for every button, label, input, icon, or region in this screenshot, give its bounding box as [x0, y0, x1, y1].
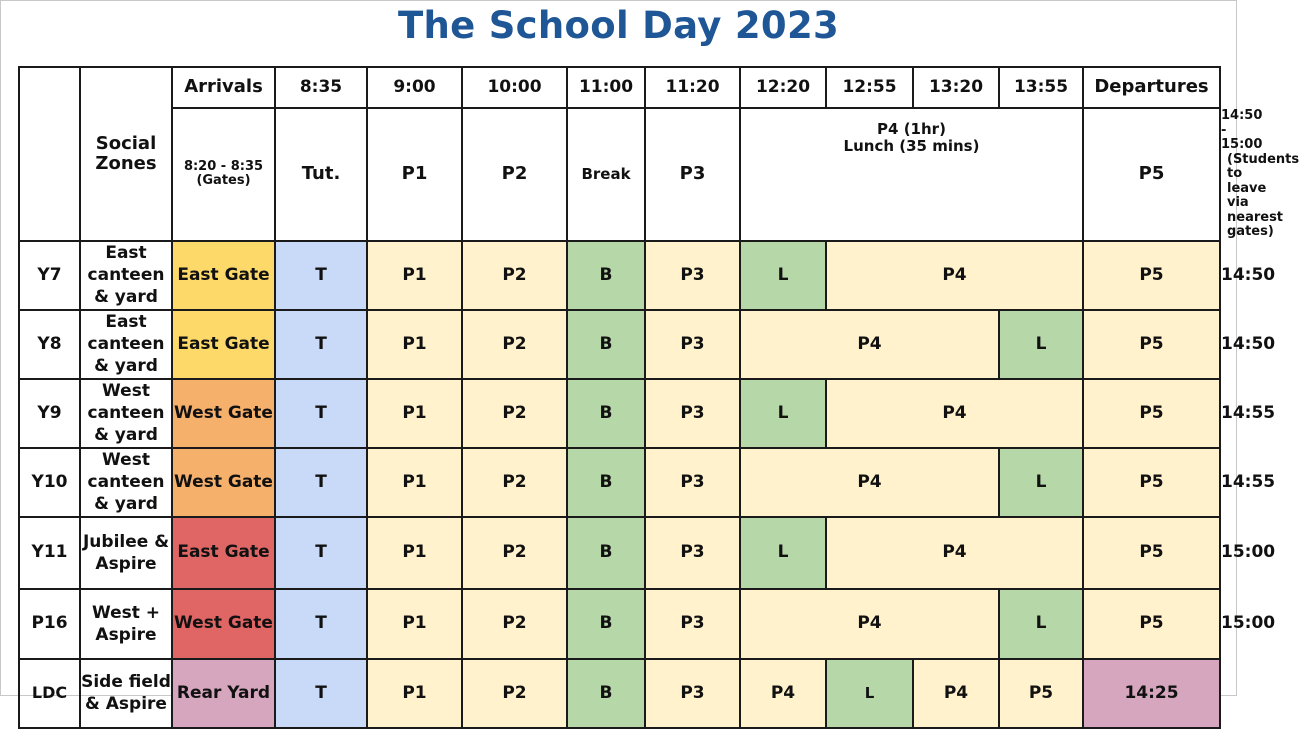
row-y11: Y11 Jubilee & Aspire East Gate T P1 P2 B P3 L P4 P5 15:00 — [19, 517, 1220, 589]
p4-cell: P4 — [740, 589, 999, 659]
lunch-cell: L — [740, 379, 826, 448]
social-zone: West + Aspire — [80, 589, 172, 659]
break-cell: B — [567, 379, 645, 448]
p5-cell: P5 — [999, 659, 1083, 728]
departure-time: 14:25 — [1083, 659, 1220, 728]
year-label: Y7 — [19, 241, 80, 310]
year-label: Y10 — [19, 448, 80, 517]
corner-cell — [19, 67, 80, 241]
departures-header: Departures — [1083, 67, 1220, 108]
row-y7: Y7 East canteen & yard East Gate T P1 P2 B P3 L P4 P5 14:50 — [19, 241, 1220, 310]
p1-cell: P1 — [367, 659, 462, 728]
time-1220: 12:20 — [740, 67, 826, 108]
social-zone: West canteen & yard — [80, 448, 172, 517]
p4-lunch-header — [740, 108, 1083, 241]
p3-cell: P3 — [645, 517, 740, 589]
page-title: The School Day 2023 — [397, 4, 840, 47]
tutor-cell: T — [275, 310, 367, 379]
year-label: Y9 — [19, 379, 80, 448]
p2-cell: P2 — [462, 379, 567, 448]
p1-cell: P1 — [367, 241, 462, 310]
arrival-gate: West Gate — [172, 589, 275, 659]
year-label: P16 — [19, 589, 80, 659]
timetable — [18, 66, 1299, 729]
p5-header: P5 — [1083, 108, 1220, 241]
social-zone: East canteen & yard — [80, 310, 172, 379]
arrival-gate: East Gate — [172, 310, 275, 379]
tutor-cell: T — [275, 241, 367, 310]
break-cell: B — [567, 448, 645, 517]
time-1255: 12:55 — [826, 67, 913, 108]
p2-header: P2 — [462, 108, 567, 241]
p1-cell: P1 — [367, 379, 462, 448]
lunch-cell: L — [740, 241, 826, 310]
tutor-cell: T — [275, 589, 367, 659]
p1-cell: P1 — [367, 448, 462, 517]
year-label: Y8 — [19, 310, 80, 379]
lunch-cell: L — [999, 448, 1083, 517]
p2-cell: P2 — [462, 589, 567, 659]
p5-cell: P5 — [1083, 310, 1220, 379]
p1-cell: P1 — [367, 310, 462, 379]
p1-header: P1 — [367, 108, 462, 241]
time-1000: 10:00 — [462, 67, 567, 108]
p1-cell: P1 — [367, 517, 462, 589]
row-ldc — [19, 659, 1220, 728]
year-label: LDC — [19, 659, 80, 728]
p3-cell: P3 — [645, 241, 740, 310]
p4-cell: P4 — [826, 517, 1083, 589]
social-zone: Jubilee & Aspire — [80, 517, 172, 589]
arrival-gate: East Gate — [172, 241, 275, 310]
time-0835: 8:35 — [275, 67, 367, 108]
break-cell: B — [567, 659, 645, 728]
arrivals-note: (Gates) — [196, 173, 251, 189]
break-cell: B — [567, 517, 645, 589]
p2-cell: P2 — [462, 310, 567, 379]
tutor-cell: T — [275, 448, 367, 517]
p3-cell: P3 — [645, 379, 740, 448]
tutor-header: Tut. — [275, 108, 367, 241]
row-p16: P16 West + Aspire West Gate T P1 P2 B P3 P4 L P5 15:00 — [19, 589, 1220, 659]
arrivals-window — [172, 108, 275, 241]
arrivals-header: Arrivals — [172, 67, 275, 108]
social-zones-header: Social Zones — [80, 67, 172, 241]
break-header: Break — [567, 108, 645, 241]
p2-cell: P2 — [462, 448, 567, 517]
departures-note: (Students to leave via nearest gates) — [1227, 151, 1299, 240]
p3-cell: P3 — [645, 448, 740, 517]
p3-cell: P3 — [645, 310, 740, 379]
social-zone: West canteen & yard — [80, 379, 172, 448]
p5-cell: P5 — [1083, 517, 1220, 589]
row-y8: Y8 East canteen & yard East Gate T P1 P2 B P3 P4 L P5 14:50 — [19, 310, 1220, 379]
time-1320: 13:20 — [913, 67, 999, 108]
p5-cell: P5 — [1083, 589, 1220, 659]
arrival-gate: West Gate — [172, 379, 275, 448]
p2-cell: P2 — [462, 241, 567, 310]
social-zone: Side field & Aspire — [80, 659, 172, 728]
lunch-cell: L — [826, 659, 913, 728]
time-1355: 13:55 — [999, 67, 1083, 108]
p1-cell: P1 — [367, 589, 462, 659]
tutor-cell: T — [275, 659, 367, 728]
p4-cell: P4 — [826, 379, 1083, 448]
p5-cell: P5 — [1083, 448, 1220, 517]
p4-cell: P4 — [913, 659, 999, 728]
tutor-cell: T — [275, 379, 367, 448]
p4-cell: P4 — [740, 659, 826, 728]
time-1120: 11:20 — [645, 67, 740, 108]
p4-lunch-note: Lunch (35 mins) — [843, 136, 980, 155]
p4-cell: P4 — [740, 448, 999, 517]
p3-cell: P3 — [645, 659, 740, 728]
p4-cell: P4 — [740, 310, 999, 379]
break-cell: B — [567, 310, 645, 379]
tutor-cell: T — [275, 517, 367, 589]
break-cell: B — [567, 589, 645, 659]
arrival-gate: Rear Yard — [172, 659, 275, 728]
header-times-row — [19, 67, 1220, 108]
lunch-cell: L — [999, 310, 1083, 379]
arrival-gate: East Gate — [172, 517, 275, 589]
lunch-cell: L — [999, 589, 1083, 659]
social-zone: East canteen & yard — [80, 241, 172, 310]
p5-cell: P5 — [1083, 379, 1220, 448]
year-label: Y11 — [19, 517, 80, 589]
arrivals-time: 8:20 - 8:35 — [183, 158, 264, 174]
row-y10: Y10 West canteen & yard West Gate T P1 P2 B P3 P4 L P5 14:55 — [19, 448, 1220, 517]
arrival-gate: West Gate — [172, 448, 275, 517]
p2-cell: P2 — [462, 517, 567, 589]
p3-header: P3 — [645, 108, 740, 241]
lunch-cell: L — [740, 517, 826, 589]
p5-cell: P5 — [1083, 241, 1220, 310]
p3-cell: P3 — [645, 589, 740, 659]
header-periods-row: 8:20 - 8:35 (Gates) Tut. P1 P2 Break P3 P4 (1hr) Lunch (35 mins) P5 14:50 - 15:00 (Students to leave via nearest gates) — [19, 108, 1220, 241]
time-1100: 11:00 — [567, 67, 645, 108]
break-cell: B — [567, 241, 645, 310]
row-y9: Y9 West canteen & yard West Gate T P1 P2 B P3 L P4 P5 14:55 — [19, 379, 1220, 448]
p2-cell: P2 — [462, 659, 567, 728]
p4-title: P4 (1hr) — [877, 120, 946, 138]
p4-cell: P4 — [826, 241, 1083, 310]
time-0900: 9:00 — [367, 67, 462, 108]
